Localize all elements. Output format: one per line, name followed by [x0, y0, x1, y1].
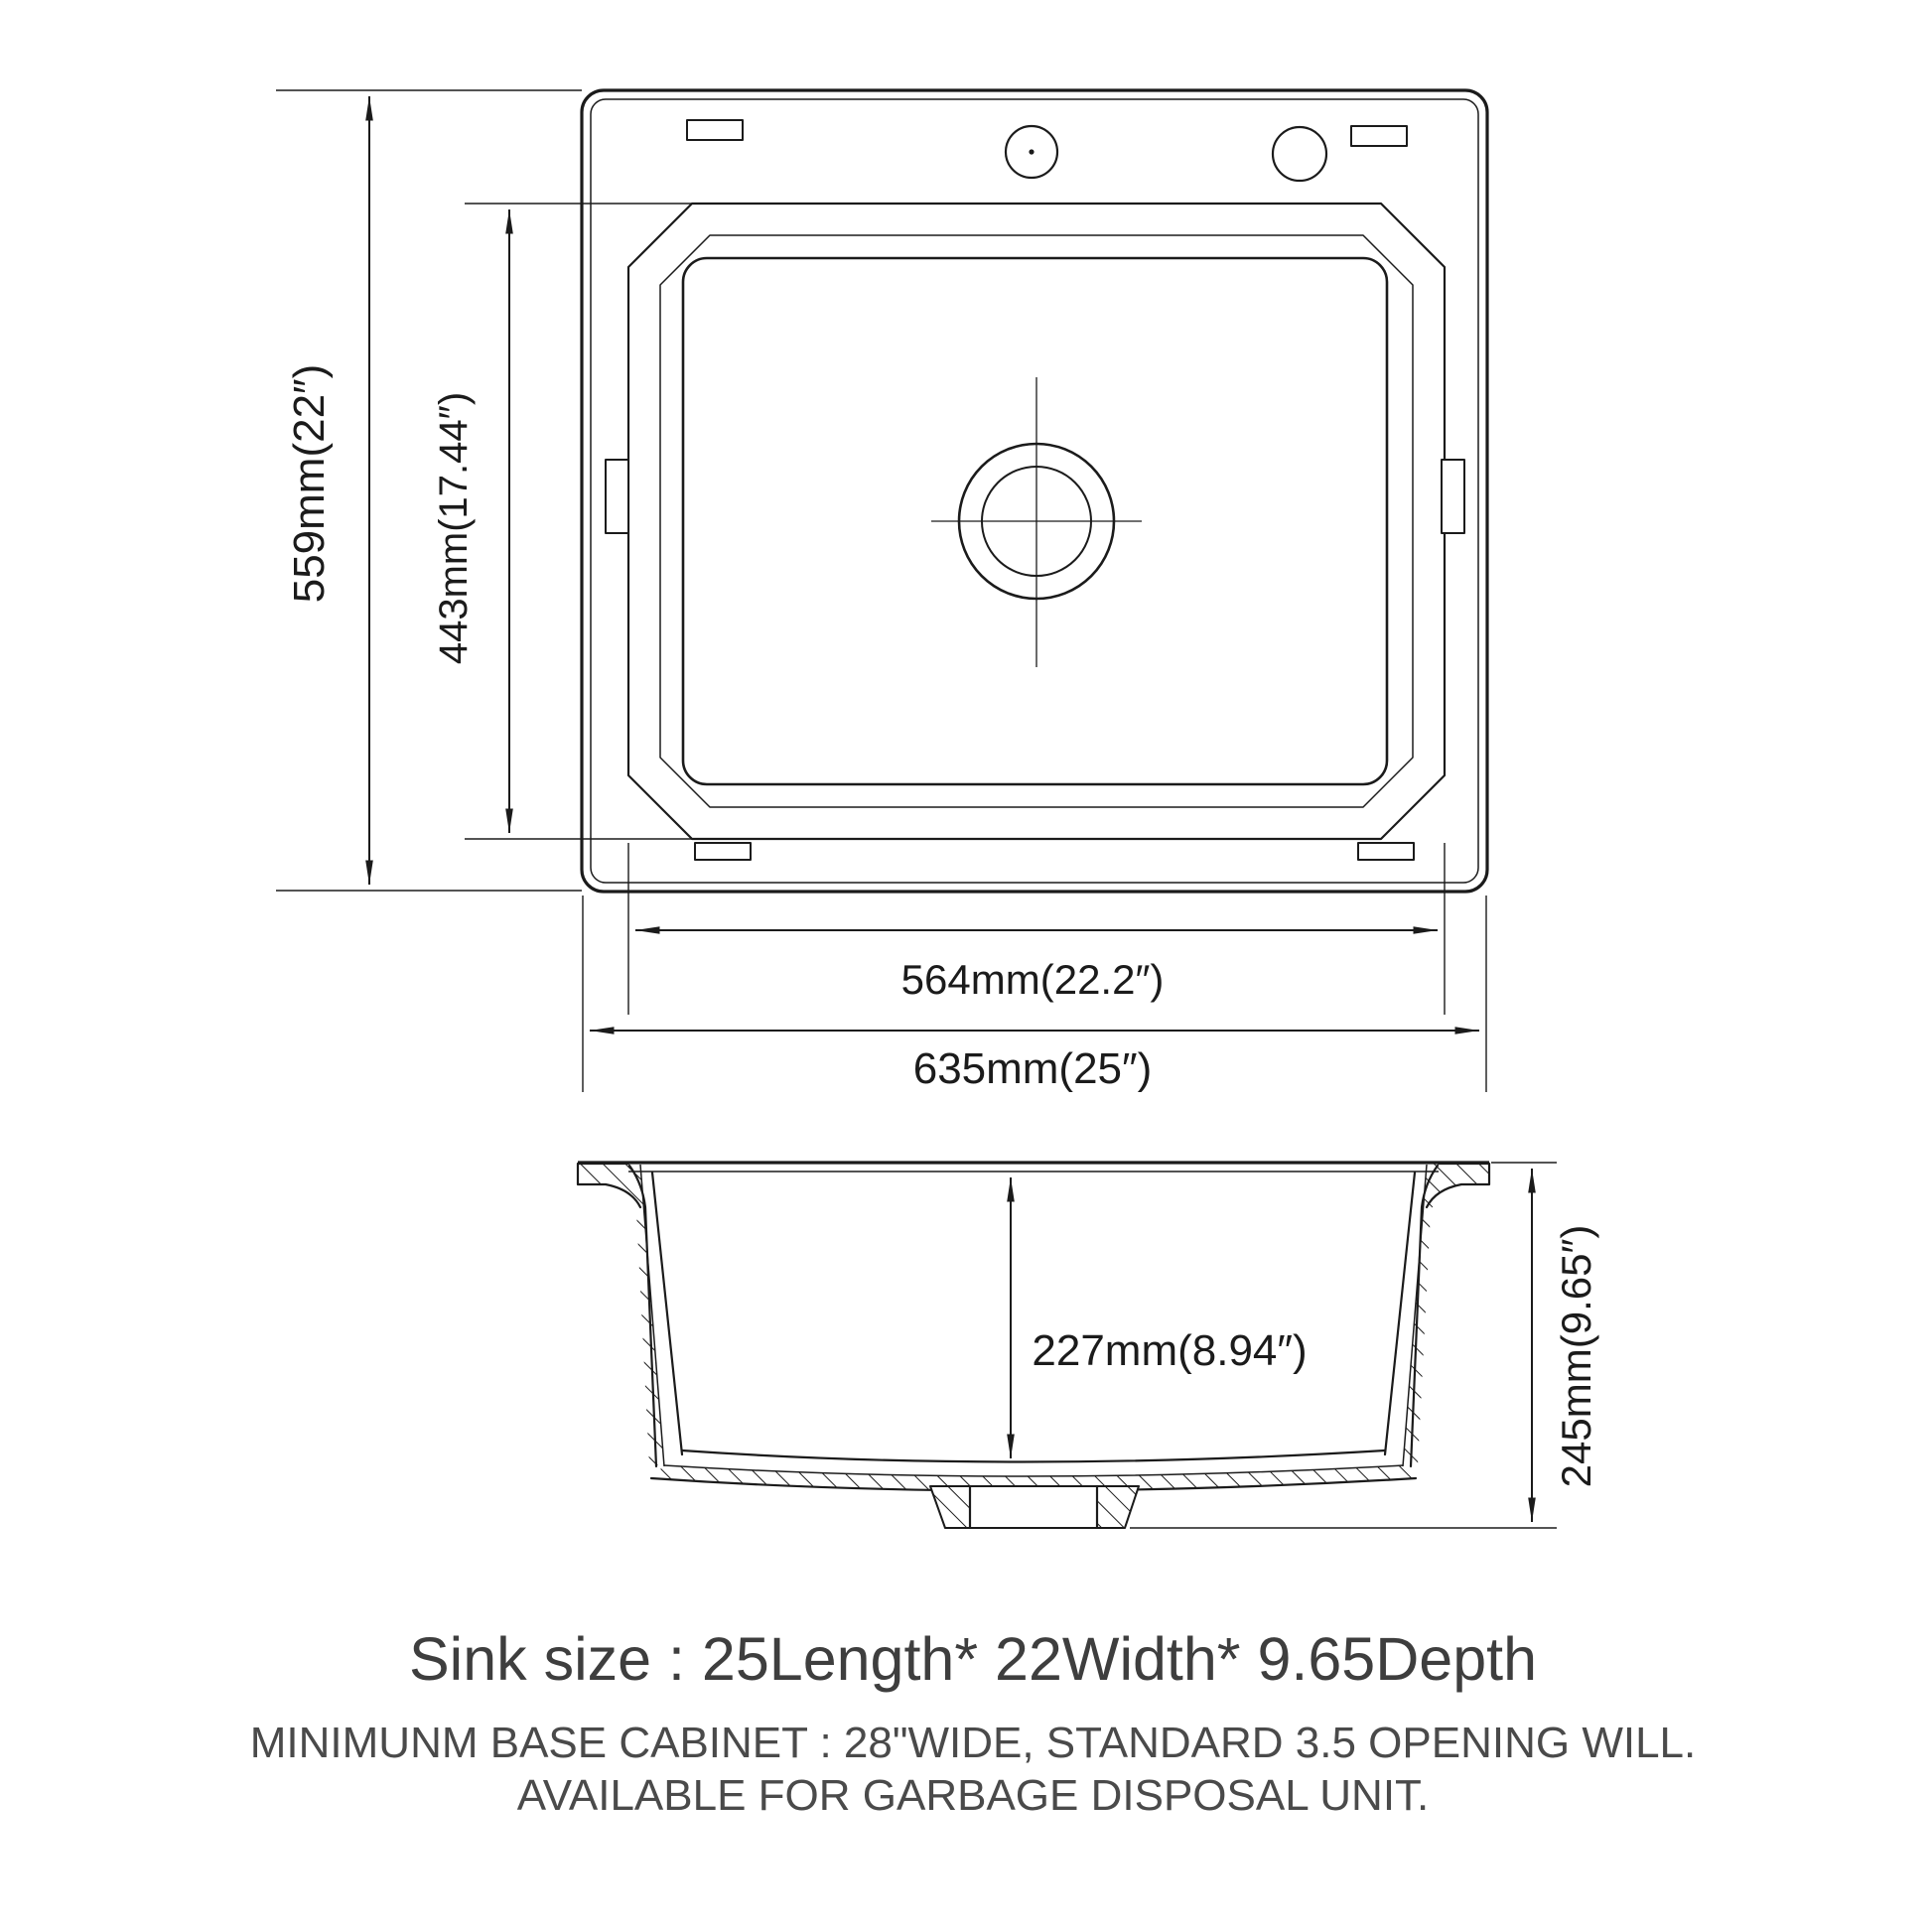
mounting-slot-left: [687, 120, 743, 140]
drain-boss: [930, 1486, 1139, 1528]
notes-block: [250, 1625, 1696, 1820]
faucet-hole-right: [1273, 127, 1326, 181]
wall-hatch-right: [1403, 1164, 1489, 1465]
note-garbage-disposal: AVAILABLE FOR GARBAGE DISPOSAL UNIT.: [516, 1771, 1430, 1820]
dim-label-overall-height: 559mm(22″): [285, 363, 334, 604]
bowl-floor-line: [682, 1450, 1385, 1462]
wall-hatch-left: [578, 1164, 664, 1465]
mounting-slot-right: [1351, 126, 1407, 146]
faucet-hole-center: [1006, 126, 1057, 178]
plan-view: [276, 90, 1487, 1093]
dimension-cutout-width: [628, 843, 1445, 1015]
drain: [931, 377, 1142, 667]
foot-pad-left: [695, 843, 751, 860]
dim-label-cutout-width: 564mm(22.2″): [900, 956, 1165, 1003]
sink-outer-rim-inner-line: [591, 99, 1478, 883]
sink-outer-rim: [582, 90, 1487, 892]
note-base-cabinet: MINIMUNM BASE CABINET : 28"WIDE, STANDARD 3.5 OPENING WILL.: [249, 1719, 1697, 1767]
dim-label-inner-depth: 227mm(8.94″): [1032, 1326, 1308, 1375]
clip-tab-right: [1442, 460, 1464, 533]
clip-tab-left: [606, 460, 628, 533]
drain-boss-hatch-right: [1097, 1486, 1139, 1528]
dimension-overall-height: [276, 90, 582, 891]
dimension-inner-depth: [1011, 1177, 1308, 1458]
foot-pad-right: [1358, 843, 1414, 860]
dim-label-overall-width: 635mm(25″): [912, 1044, 1153, 1093]
dim-label-overall-depth: 245mm(9.65″): [1553, 1224, 1599, 1488]
section-view: [578, 1163, 1599, 1528]
faucet-hole-center-dot: [1029, 149, 1034, 154]
drain-boss-hatch-left: [930, 1486, 970, 1528]
dim-label-cutout-height: 443mm(17.44″): [432, 391, 476, 665]
note-sink-size: Sink size : 25Length* 22Width* 9.65Depth: [408, 1625, 1538, 1693]
